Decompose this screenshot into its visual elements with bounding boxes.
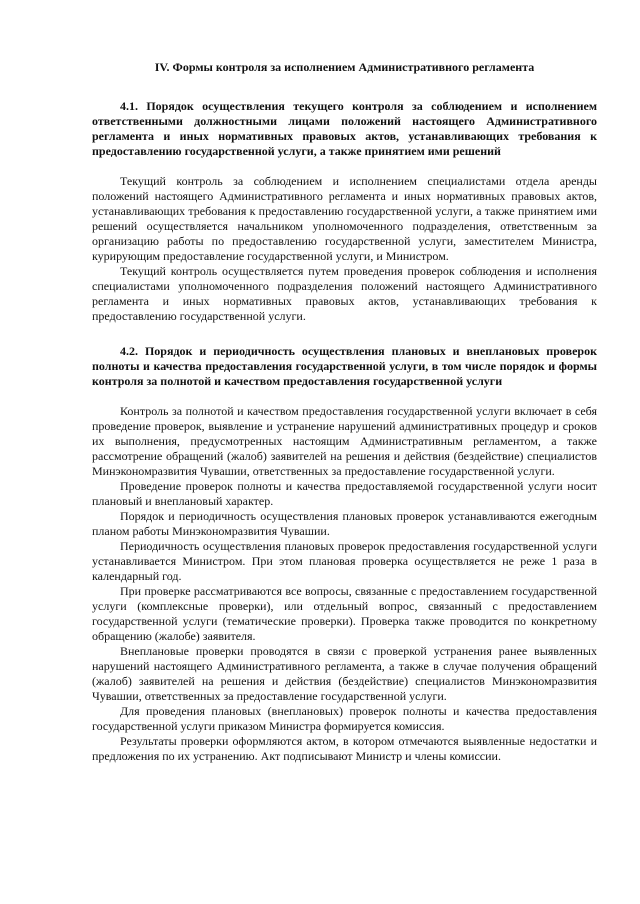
paragraph: Результаты проверки оформляются актом, в котором отмечаются выявленные недостатки и предложения по их устранению. Акт подписывают Министр и члены комиссии. [92,734,597,763]
paragraph: Периодичность осуществления плановых проверок предоставления государственной услуги устанавливается Министром. При этом плановая проверка осуществляется не реже 1 раза в календарный год. [92,539,597,583]
paragraph: Проведение проверок полноты и качества предоставляемой государственной услуги носит плановый и внеплановый характер. [92,479,597,508]
paragraph: Для проведения плановых (внеплановых) проверок полноты и качества предоставления государственной услуги приказом Министра формируется комиссия. [92,704,597,733]
paragraph: Внеплановые проверки проводятся в связи с проверкой устранения ранее выявленных нарушений настоящего Административного регламента, а также в случае получения обращений (жалоб) заявителей на решения и действия (бездействие) специалистов Минэкономразвития Чувашии, ответственных за предоставление государственной услуги. [92,644,597,703]
section-4-1 [92,99,597,324]
section-4-2 [92,344,597,764]
section-heading-4-1: 4.1. Порядок осуществления текущего контроля за соблюдением и исполнением ответственными должностными лицами положений настоящего Административного регламента и иных нормативных правовых актов, устанавливающих требования к предоставлению государственной услуги, а также принятием ими решений [92,99,597,158]
paragraph: Текущий контроль осуществляется путем проведения проверок соблюдения и исполнения специалистами уполномоченного подразделения положений настоящего Административного регламента и иных нормативных правовых актов, устанавливающих требования к предоставлению государственной услуги. [92,264,597,323]
paragraph: Контроль за полнотой и качеством предоставления государственной услуги включает в себя проведение проверок, выявление и устранение нарушений административных процедур и сроков их выполнения, предусмотренных настоящим Административным регламентом, а также рассмотрение обращений (жалоб) заявителей на решения и действия (бездействие) специалистов Минэкономразвития Чувашии, ответственных за предоставление государственной услуги. [92,404,597,478]
paragraph: Текущий контроль за соблюдением и исполнением специалистами отдела аренды положений настоящего Административного регламента и иных нормативных правовых актов, устанавливающих требования к предоставлению государственной услуги, а также принятием ими решений осуществляется начальником уполномоченного подразделения, ответственным за организацию работы по предоставлению государственной услуги, заместителем Министра, курирующим предоставление государственной услуги, и Министром. [92,174,597,263]
paragraph: Порядок и периодичность осуществления плановых проверок устанавливаются ежегодным планом работы Минэкономразвития Чувашии. [92,509,597,538]
document-page [92,60,597,784]
section-heading-4-2: 4.2. Порядок и периодичность осуществления плановых и внеплановых проверок полноты и качества предоставления государственной услуги, в том числе порядок и формы контроля за полнотой и качеством предоставления государственной услуги [92,344,597,388]
paragraph: При проверке рассматриваются все вопросы, связанные с предоставлением государственной услуги (комплексные проверки), или отдельный вопрос, связанный с предоставлением государственной услуги (тематические проверки). Проверка также проводится по конкретному обращению (жалобе) заявителя. [92,584,597,643]
document-title: IV. Формы контроля за исполнением Административного регламента [154,60,535,74]
